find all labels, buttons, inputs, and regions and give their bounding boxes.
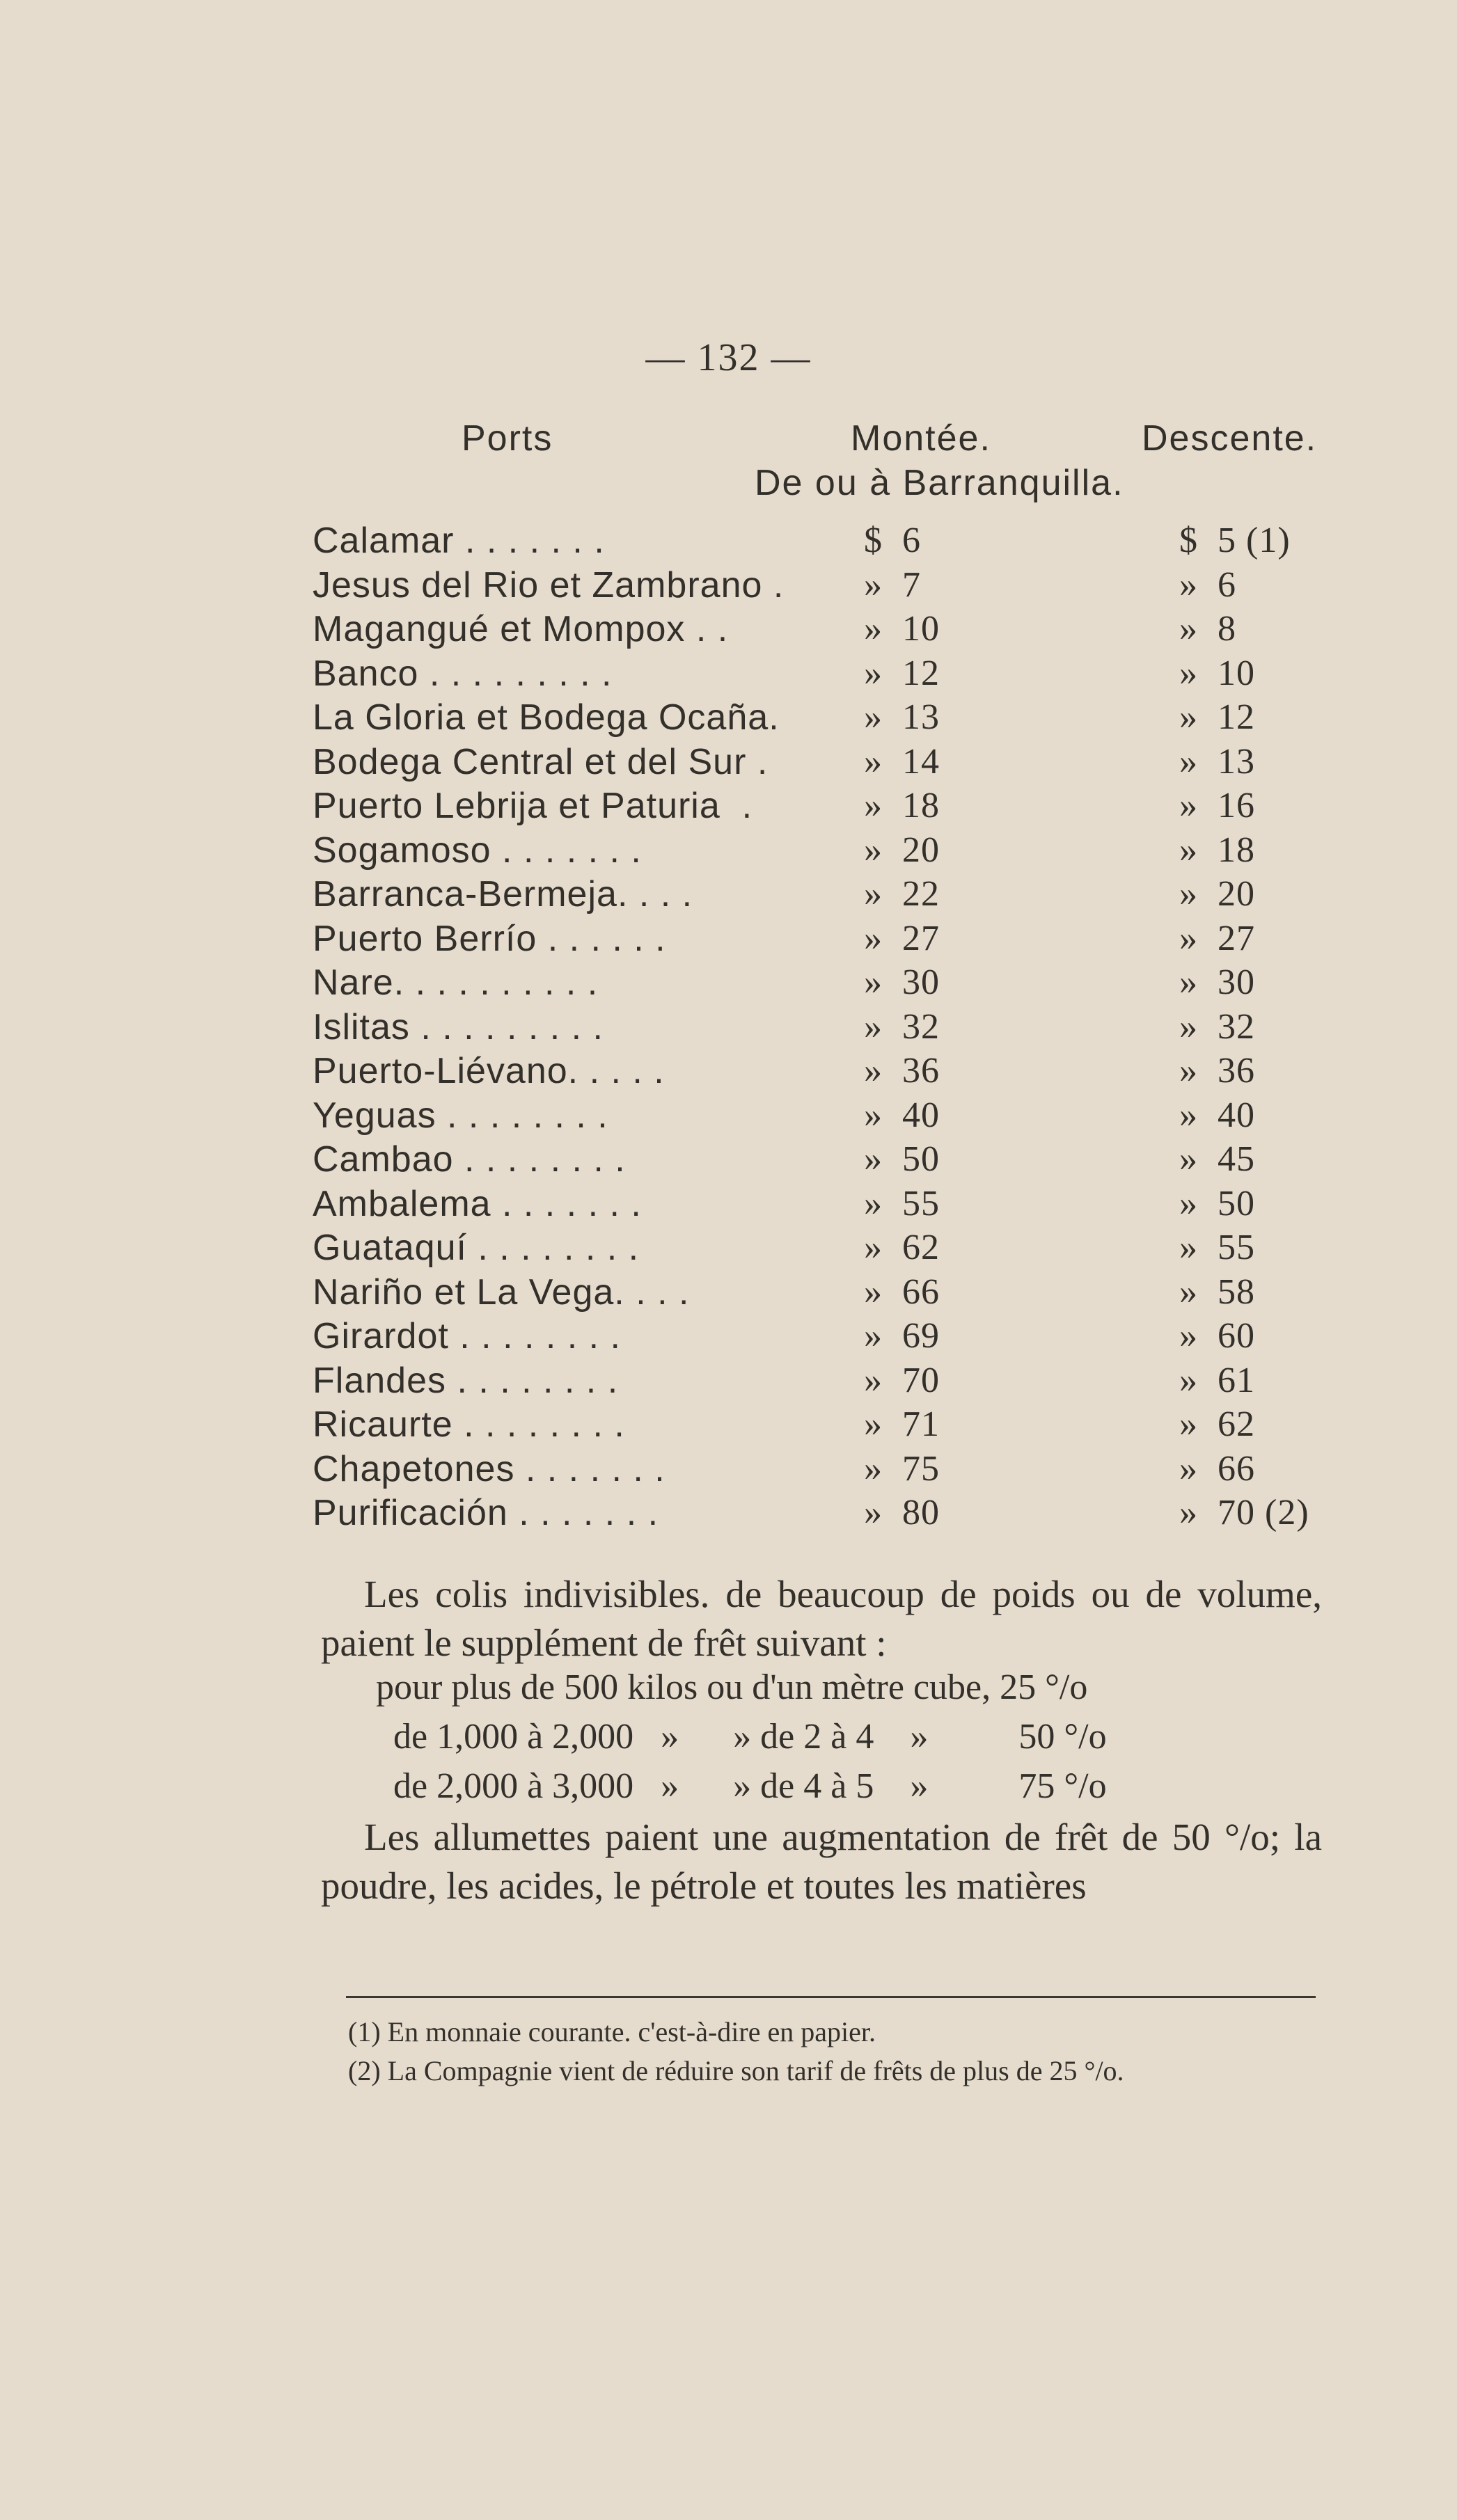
montee-price: » 36: [864, 1051, 940, 1091]
footnote-2: (2) La Compagnie vient de réduire son tarif de frêts de plus de 25 °/o.: [348, 2055, 1124, 2086]
port-name: Banco . . . . . . . . .: [313, 653, 613, 694]
montee-price: » 66: [864, 1271, 940, 1312]
descente-price: » 45: [1179, 1139, 1255, 1179]
montee-price: » 40: [864, 1095, 940, 1135]
table-row: [313, 1006, 1322, 1051]
footnote-1: (1) En monnaie courante. c'est-à-dire en papier.: [348, 2016, 876, 2047]
descente-price: » 10: [1179, 653, 1255, 693]
port-name: Yeguas . . . . . . . .: [313, 1095, 608, 1136]
descente-price: » 6: [1179, 564, 1236, 605]
header-ports: Ports: [462, 418, 553, 459]
montee-price: » 22: [864, 874, 940, 914]
port-name: Puerto Lebrija et Paturia .: [313, 786, 753, 826]
port-name: Ricaurte . . . . . . . .: [313, 1404, 625, 1445]
descente-price: » 13: [1179, 741, 1255, 782]
table-row: [313, 1183, 1322, 1228]
port-name: Chapetones . . . . . . .: [313, 1448, 666, 1489]
footnote-divider: [346, 1996, 1316, 1998]
supplement-line: de 2,000 à 3,000 » » de 4 à 5 » 75 °/o: [393, 1766, 1107, 1806]
header-montee: Montée.: [851, 418, 991, 459]
table-row: [313, 1139, 1322, 1183]
table-row: [313, 1095, 1322, 1139]
table-row: [313, 564, 1322, 609]
montee-price: » 75: [864, 1448, 940, 1489]
montee-price: » 27: [864, 918, 940, 958]
descente-price: » 32: [1179, 1006, 1255, 1047]
montee-price: » 30: [864, 962, 940, 1002]
table-row: [313, 697, 1322, 741]
port-name: Guataquí . . . . . . . .: [313, 1228, 640, 1268]
port-name: Sogamoso . . . . . . .: [313, 830, 642, 871]
supplement-line: de 1,000 à 2,000 » » de 2 à 4 » 50 °/o: [393, 1717, 1107, 1757]
table-row: [313, 1360, 1322, 1404]
montee-price: » 69: [864, 1316, 940, 1356]
descente-price: » 70 (2): [1179, 1493, 1309, 1532]
port-name: Purificación . . . . . . .: [313, 1493, 659, 1533]
port-name: La Gloria et Bodega Ocaña.: [313, 697, 780, 738]
montee-price: » 20: [864, 830, 940, 870]
descente-price: » 18: [1179, 830, 1255, 870]
montee-price: » 13: [864, 697, 940, 737]
paragraph-allumettes-text: Les allumettes paient une augmentation de frêt de 50 °/o; la poudre, les acides, le pétrole et toutes les matières: [321, 1816, 1322, 1907]
paragraph-indivisible: [321, 1570, 1322, 1667]
port-name: Puerto-Liévano. . . . .: [313, 1051, 665, 1091]
table-row: [313, 785, 1322, 830]
port-name: Barranca-Bermeja. . . .: [313, 874, 693, 914]
table-row: [313, 1271, 1322, 1316]
port-name: Ambalema . . . . . . .: [313, 1183, 642, 1224]
montee-price: » 70: [864, 1360, 940, 1400]
descente-price: » 40: [1179, 1095, 1255, 1135]
montee-price: » 71: [864, 1404, 940, 1444]
descente-price: » 61: [1179, 1360, 1255, 1400]
descente-price: » 36: [1179, 1051, 1255, 1091]
paragraph-indivisible-text: Les colis indivisibles. de beaucoup de poids ou de volume, paient le supplément de frêt suivant :: [321, 1573, 1322, 1664]
montee-price: » 55: [864, 1183, 940, 1223]
port-name: Cambao . . . . . . . .: [313, 1139, 626, 1180]
page-number: — 132 —: [645, 336, 812, 379]
table-row: [313, 918, 1322, 962]
port-name: Girardot . . . . . . . .: [313, 1316, 621, 1356]
table-row: [313, 1050, 1322, 1095]
table-row: [313, 653, 1322, 697]
montee-price: » 80: [864, 1493, 940, 1532]
table-row: [313, 741, 1322, 786]
port-name: Islitas . . . . . . . . .: [313, 1006, 604, 1047]
table-row: [313, 1315, 1322, 1360]
table-row: [313, 1404, 1322, 1448]
montee-price: » 32: [864, 1006, 940, 1047]
tariff-table: [313, 520, 1322, 1537]
table-row: [313, 608, 1322, 653]
port-name: Nare. . . . . . . . . .: [313, 962, 599, 1003]
descente-price: » 20: [1179, 874, 1255, 914]
port-name: Bodega Central et del Sur .: [313, 741, 769, 782]
descente-price: » 12: [1179, 697, 1255, 737]
table-row: [313, 1492, 1322, 1537]
descente-price: » 30: [1179, 962, 1255, 1002]
descente-price: » 66: [1179, 1448, 1255, 1489]
montee-price: » 10: [864, 609, 940, 649]
montee-price: $ 6: [864, 521, 921, 560]
port-name: Puerto Berrío . . . . . .: [313, 918, 666, 959]
descente-price: » 62: [1179, 1404, 1255, 1444]
descente-price: » 8: [1179, 609, 1236, 649]
header-descente: Descente.: [1142, 418, 1318, 459]
table-row: [313, 1227, 1322, 1271]
montee-price: » 62: [864, 1228, 940, 1267]
montee-price: » 50: [864, 1139, 940, 1179]
descente-price: $ 5 (1): [1179, 521, 1291, 560]
descente-price: » 50: [1179, 1183, 1255, 1223]
descente-price: » 16: [1179, 786, 1255, 825]
port-name: Calamar . . . . . . .: [313, 521, 605, 561]
descente-price: » 58: [1179, 1271, 1255, 1312]
port-name: Nariño et La Vega. . . .: [313, 1271, 690, 1313]
table-row: [313, 962, 1322, 1006]
montee-price: » 7: [864, 564, 921, 605]
header-subtitle: De ou à Barranquilla.: [755, 463, 1124, 503]
table-row: [313, 830, 1322, 874]
descente-price: » 60: [1179, 1316, 1255, 1356]
paragraph-allumettes: [321, 1813, 1322, 1910]
descente-price: » 27: [1179, 918, 1255, 958]
port-name: Flandes . . . . . . . .: [313, 1360, 619, 1401]
montee-price: » 18: [864, 786, 940, 825]
supplement-line: pour plus de 500 kilos ou d'un mètre cube, 25 °/o: [376, 1667, 1088, 1707]
port-name: Jesus del Rio et Zambrano .: [313, 564, 785, 605]
montee-price: » 12: [864, 653, 940, 693]
descente-price: » 55: [1179, 1228, 1255, 1267]
table-row: [313, 873, 1322, 918]
montee-price: » 14: [864, 741, 940, 782]
table-row: [313, 1448, 1322, 1493]
port-name: Magangué et Mompox . .: [313, 609, 729, 649]
table-row: [313, 520, 1322, 564]
